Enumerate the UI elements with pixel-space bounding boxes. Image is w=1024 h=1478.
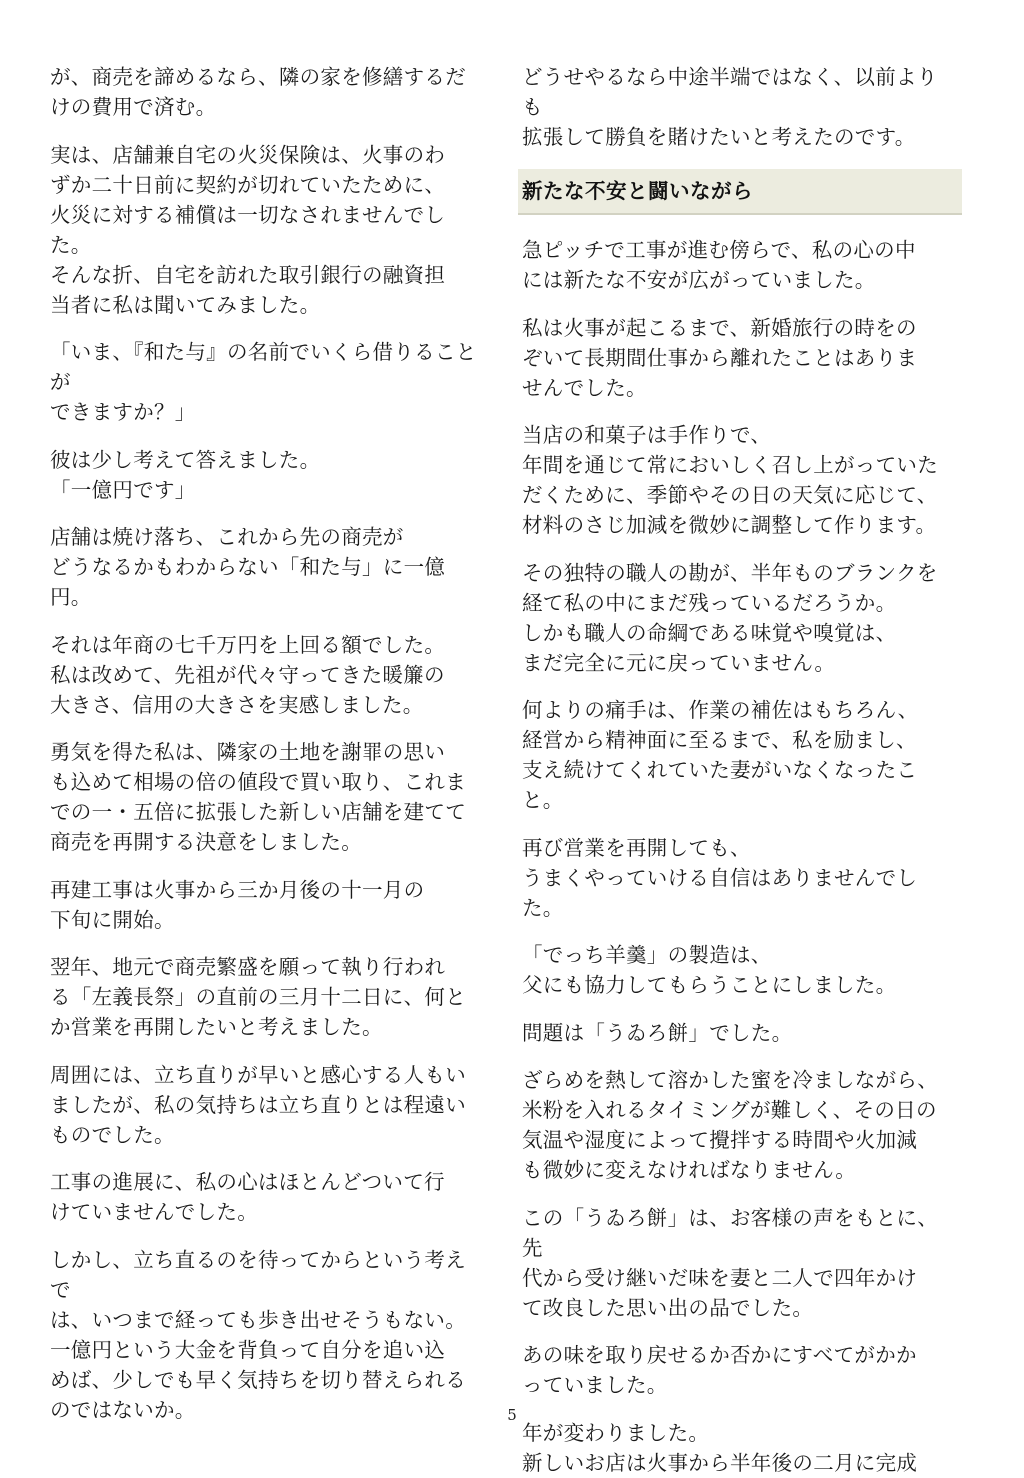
paragraph: 店舗は焼け落ち、これから先の商売が どうなるかもわからない「和た与」に一億円。 xyxy=(50,525,446,609)
paragraph: それは年商の七千万円を上回る額でした。 私は改めて、先祖が代々守ってきた暖簾の 大きさ、信用の大きさを実感しました。 xyxy=(50,632,446,717)
intro-paragraph: どうせやるなら中途半端ではなく、以前よりも 拡張して勝負を賭けたいと考えたのです。 xyxy=(522,65,938,149)
paragraph: 当店の和菓子は手作りで、 年間を通じて常においしく召し上がっていた だくために、季節やその日の天気に応じて、 材料のさじ加減を微妙に調整して作ります。 xyxy=(522,423,938,537)
paragraph: この「うゐろ餅」は、お客様の声をもとに、先 代から受け継いだ味を妻と二人で四年かけ て改良した思い出の品でした。 xyxy=(522,1205,938,1320)
paragraph: 実は、店舗兼自宅の火災保険は、火事のわ ずか二十日前に契約が切れていたために、 火災に対する補償は一切なされませんでし た。 そんな折、自宅を訪れた取引銀行の融資担 当者に私は聞いてみました。 xyxy=(50,142,446,317)
paragraph: 「いま、『和た与』の名前でいくら借りることが できますか？」 xyxy=(50,340,477,424)
section-heading: 新たな不安と闘いながら xyxy=(518,169,962,215)
paragraph: 翌年、地元で商売繁盛を願って執り行われ る「左義長祭」の直前の三月十二日に、何と か営業を再開したいと考えました。 xyxy=(50,955,466,1039)
paragraph: 工事の進展に、私の心はほとんどついて行 けていませんでした。 xyxy=(50,1170,445,1224)
paragraph: 何よりの痛手は、作業の補佐はもちろん、 経営から精神面に至るまで、私を励まし、 支え続けてくれていた妻がいなくなったこと。 xyxy=(522,698,919,812)
page-number: 5 xyxy=(507,1406,517,1424)
paragraph: 問題は「うゐろ餅」でした。 xyxy=(522,1020,793,1045)
paragraph: ざらめを熱して溶かした蜜を冷ましながら、 米粉を入れるタイミングが難しく、その日の 気温や湿度によって攪拌する時間や火加減 も微妙に変えなければなりません。 xyxy=(522,1068,938,1182)
paragraph: 急ピッチで工事が進む傍らで、私の心の中 には新たな不安が広がっていました。 xyxy=(522,238,916,292)
paragraph: が、商売を諦めるなら、隣の家を修繕するだ けの費用で済む。 xyxy=(50,65,466,119)
paragraph: 勇気を得た私は、隣家の土地を謝罪の思い も込めて相場の倍の値段で買い取り、これま での一・五倍に拡張した新しい店舗を建てて 商売を再開する決意をしました。 xyxy=(50,740,466,854)
paragraph: 周囲には、立ち直りが早いと感心する人もい ましたが、私の気持ちは立ち直りとは程遠い ものでした。 xyxy=(50,1062,466,1147)
paragraph: しかし、立ち直るのを待ってからという考えで は、いつまで経っても歩き出せそうもない。 一億円という大金を背負って自分を追い込 めば、少しでも早く気持ちを切り替えられる のではないか。 xyxy=(50,1247,466,1422)
paragraph: 年が変わりました。 新しいお店は火事から半年後の二月に完成 xyxy=(522,1420,918,1475)
paragraph: その独特の職人の勘が、半年ものブランクを 経て私の中にまだ残っているだろうか。 しかも職人の命綱である味覚や嗅覚は、 まだ完全に元に戻っていません。 xyxy=(522,560,938,675)
paragraph: 私は火事が起こるまで、新婚旅行の時をの ぞいて長期間仕事から離れたことはありま せんでした。 xyxy=(522,315,918,400)
paragraph: 再び営業を再開しても、 うまくやっていける自信はありませんでした。 xyxy=(522,835,918,920)
paragraph: あの味を取り戻せるか否かにすべてがかか っていました。 xyxy=(522,1343,917,1397)
left-column xyxy=(50,62,486,1425)
right-column xyxy=(522,62,958,1478)
paragraph: 彼は少し考えて答えました。 「一億円です」 xyxy=(50,447,321,502)
paragraph: 再建工事は火事から三か月後の十一月の 下旬に開始。 xyxy=(50,877,425,932)
paragraph: 「でっち羊羹」の製造は、 父にも協力してもらうことにしました。 xyxy=(522,943,897,997)
